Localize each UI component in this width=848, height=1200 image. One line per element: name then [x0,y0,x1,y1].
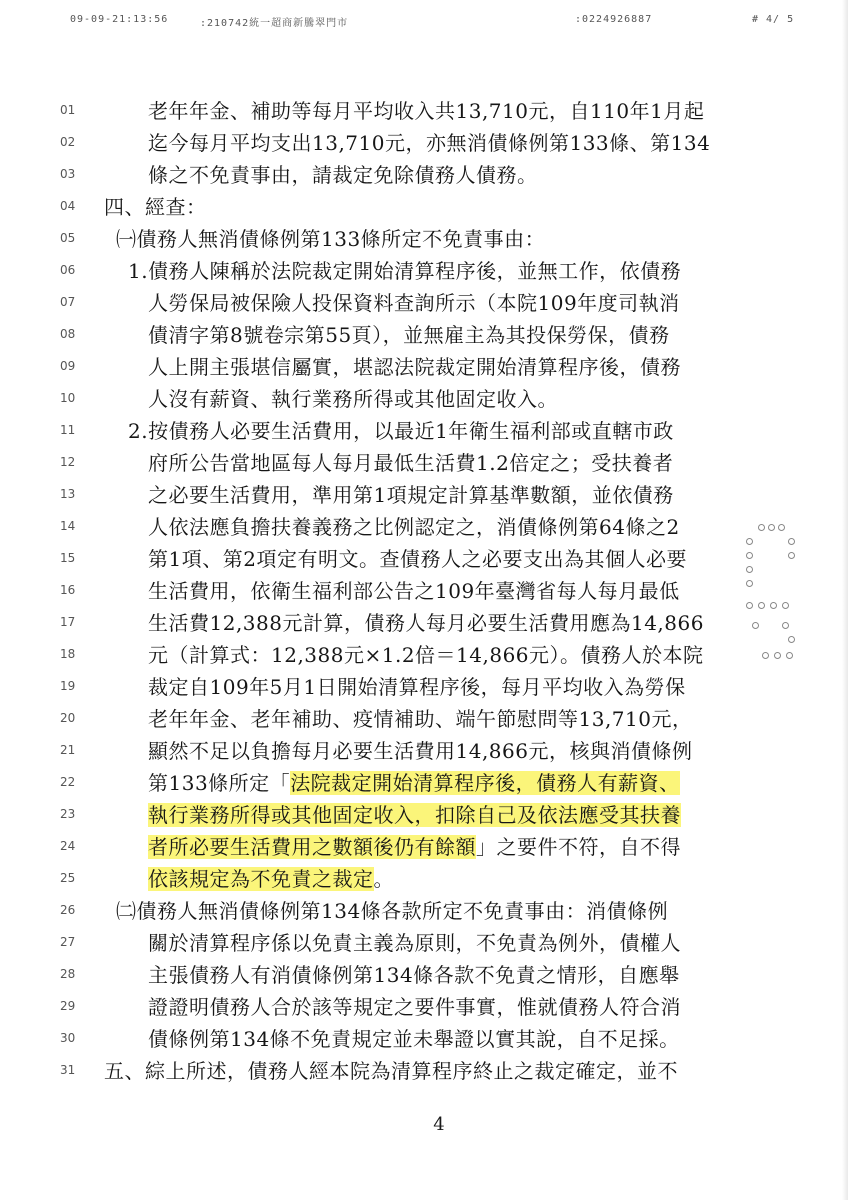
body-line: 顯然不足以負擔每月必要生活費用14,866元，核與消債條例 [148,739,693,763]
line-number: 08 [60,327,76,341]
line-number: 15 [60,551,76,565]
body-line: 主張債務人有消債條例第134條各款不免責之情形，自應舉 [148,963,680,987]
body-line [148,863,394,892]
punch-hole-icon [788,552,795,559]
punch-hole-icon [758,602,765,609]
line-number: 06 [60,263,76,277]
line-number: 11 [60,423,76,437]
body-line: 人勞保局被保險人投保資料查詢所示（本院109年度司執消 [148,291,680,315]
punch-hole-icon [746,580,753,587]
body-line [148,799,681,828]
line-number: 26 [60,903,76,917]
line-number: 12 [60,455,76,469]
body-line: 生活費12,388元計算，債務人每月必要生活費用應為14,866 [148,611,704,635]
punch-hole-icon [782,622,789,629]
punch-hole-icon [786,652,793,659]
highlighted-text: 法院裁定開始清算程序後，債務人有薪資、 [290,771,680,795]
body-line: 1.債務人陳稱於法院裁定開始清算程序後，並無工作，依債務 [128,259,682,283]
line-number: 09 [60,359,76,373]
punch-hole-icon [752,622,759,629]
fax-timestamp: 09-09-21:13:56 [70,14,169,25]
line-number: 03 [60,167,76,181]
line-number: 23 [60,807,76,821]
body-line: 府所公告當地區每人每月最低生活費1.2倍定之；受扶養者 [148,451,674,475]
body-line: 條之不免責事由，請裁定免除債務人債務。 [148,163,538,187]
body-line: 債條例第134條不免責規定並未舉證以實其說，自不足採。 [148,1027,680,1051]
body-line: 迄今每月平均支出13,710元，亦無消債條例第133條、第134 [148,131,711,155]
line-number: 02 [60,135,76,149]
body-line: 第1項、第2項定有明文。查債務人之必要支出為其個人必要 [148,547,687,571]
punch-hole-icon [746,566,753,573]
plain-text: 。 [373,867,394,891]
line-number: 31 [60,1063,76,1077]
punch-hole-icon [778,524,785,531]
line-number: 21 [60,743,76,757]
body-line [148,767,680,796]
punch-hole-icon [774,652,781,659]
page-edge-shadow [842,0,848,1200]
line-number: 25 [60,871,76,885]
line-number: 01 [60,103,76,117]
body-line: 人上開主張堪信屬實，堪認法院裁定開始清算程序後，債務 [148,355,681,379]
line-number: 13 [60,487,76,501]
line-number: 27 [60,935,76,949]
body-line: 人依法應負擔扶養義務之比例認定之，消債條例第64條之2 [148,515,680,539]
body-line: 人沒有薪資、執行業務所得或其他固定收入。 [148,387,558,411]
line-number: 22 [60,775,76,789]
fax-sender: :210742統一超商新騰翠門市 [200,18,349,29]
line-number: 05 [60,231,76,245]
punch-hole-icon [746,602,753,609]
body-line: 2.按債務人必要生活費用，以最近1年衛生福利部或直轄市政 [128,419,674,443]
line-number: 17 [60,615,76,629]
line-number: 19 [60,679,76,693]
line-number: 18 [60,647,76,661]
punch-hole-icon [762,652,769,659]
highlighted-text: 依該規定為不免責之裁定 [148,867,374,891]
line-number: 07 [60,295,76,309]
punch-hole-icon [758,524,765,531]
line-number: 24 [60,839,76,853]
body-line: 裁定自109年5月1日開始清算程序後，每月平均收入為勞保 [148,675,686,699]
body-line [148,831,681,860]
plain-text: 第133條所定「 [148,771,291,795]
body-line: 債清字第8號卷宗第55頁），並無雇主為其投保勞保，債務 [148,323,670,347]
binding-holes [742,522,802,672]
line-number: 10 [60,391,76,405]
plain-text: 」之要件不符，自不得 [476,835,681,859]
body-line: 生活費用，依衛生福利部公告之109年臺灣省每人每月最低 [148,579,680,603]
punch-hole-icon [770,602,777,609]
highlighted-text: 者所必要生活費用之數額後仍有餘額 [148,835,476,859]
line-number: 29 [60,999,76,1013]
punch-hole-icon [746,538,753,545]
punch-hole-icon [782,602,789,609]
section-heading: 四、經查： [104,195,207,219]
page-number: 4 [433,1114,445,1135]
line-number: 14 [60,519,76,533]
body-line: 元（計算式：12,388元×1.2倍＝14,866元）。債務人於本院 [148,643,704,667]
punch-hole-icon [788,538,795,545]
line-number: 30 [60,1031,76,1045]
fax-page: # 4/ 5 [752,14,795,25]
fax-phone: :0224926887 [575,14,653,25]
body-line: 老年年金、老年補助、疫情補助、端午節慰問等13,710元， [148,707,693,731]
body-line: 老年年金、補助等每月平均收入共13,710元，自110年1月起 [148,99,705,123]
body-line: 之必要生活費用，準用第1項規定計算基準數額，並依債務 [148,483,674,507]
highlighted-text: 執行業務所得或其他固定收入，扣除自己及依法應受其扶養 [148,803,681,827]
punch-hole-icon [788,636,795,643]
line-number: 20 [60,711,76,725]
subsection-heading: ㈡債務人無消債條例第134條各款所定不免責事由：消債條例 [116,899,669,923]
line-number: 28 [60,967,76,981]
body-line: 證證明債務人合於該等規定之要件事實，惟就債務人符合消 [148,995,681,1019]
subsection-heading: ㈠債務人無消債條例第133條所定不免責事由： [116,227,546,251]
line-number: 04 [60,199,76,213]
body-line: 關於清算程序係以免責主義為原則，不免責為例外，債權人 [148,931,681,955]
punch-hole-icon [746,552,753,559]
line-number: 16 [60,583,76,597]
section-heading: 五、綜上所述，債務人經本院為清算程序終止之裁定確定，並不 [104,1059,678,1083]
punch-hole-icon [768,524,775,531]
